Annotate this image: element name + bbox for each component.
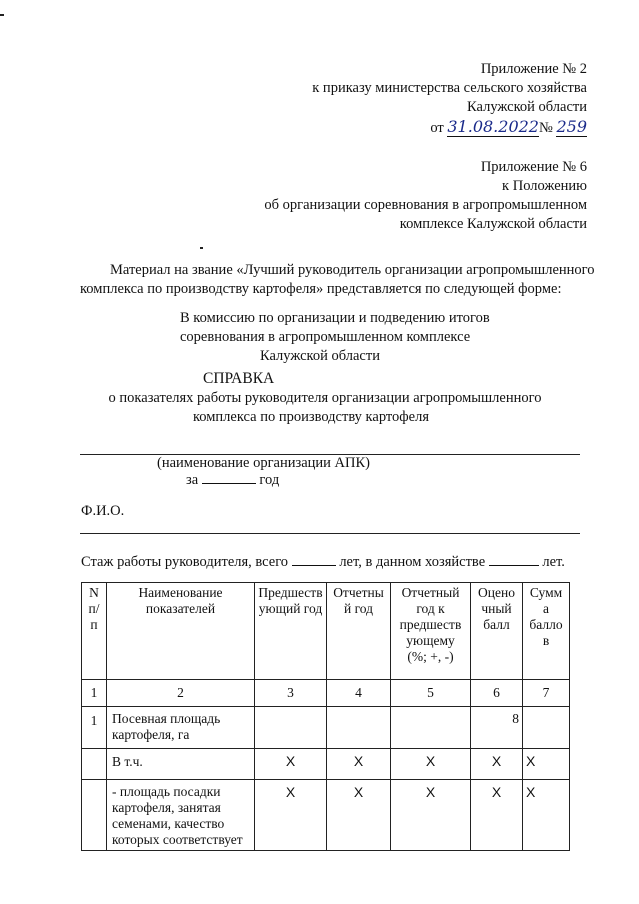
- row-indicator-name: Посевная площадь картофеля, га: [107, 707, 255, 749]
- scan-artifact-mark: [0, 14, 4, 16]
- intro-paragraph: [80, 261, 595, 299]
- row-cell: Х: [255, 780, 327, 851]
- fio-line: [80, 533, 580, 534]
- title-subheading: [100, 389, 550, 427]
- addressee-line1: В комиссию по организации и подведению итогов: [180, 310, 490, 326]
- header-cell-prev-year: Предшеств ующий год: [255, 583, 327, 680]
- row-cell: [391, 707, 471, 749]
- appendix2-date-line: [312, 117, 587, 138]
- period-prefix: за: [186, 472, 199, 488]
- period-blank: [202, 471, 256, 484]
- row-cell: [523, 707, 570, 749]
- row-cell: Х: [327, 780, 391, 851]
- date-prefix: от: [430, 120, 444, 136]
- appendix2-line1: Приложение № 2: [480, 61, 587, 77]
- period-line: [186, 471, 279, 489]
- row-cell: [255, 707, 327, 749]
- number-sign: №: [538, 120, 553, 136]
- header-cell-num: N п/п: [82, 583, 107, 680]
- header-cell-report-year: Отчетны й год: [327, 583, 391, 680]
- indicators-table: [81, 582, 570, 851]
- row-number: [82, 780, 107, 851]
- row-score-cell: 8: [471, 707, 523, 749]
- org-caption: (наименование организации АПК): [157, 455, 370, 471]
- intro-line1: Материал на звание «Лучший руководитель организации агропромышленного: [110, 262, 595, 278]
- appendix2-line2: к приказу министерства сельского хозяйства: [312, 80, 587, 96]
- addressee-line3: Калужской области: [260, 348, 380, 364]
- row-number: [82, 749, 107, 780]
- header-cell-name: Наименование показателей: [107, 583, 255, 680]
- fio-label: Ф.И.О.: [81, 503, 125, 519]
- experience-part3: лет.: [542, 554, 565, 570]
- row-number: 1: [82, 707, 107, 749]
- experience-line: [81, 553, 565, 571]
- experience-total-blank: [292, 553, 336, 566]
- column-number: 7: [523, 680, 570, 707]
- table-row: [82, 780, 570, 851]
- row-indicator-name: В т.ч.: [107, 749, 255, 780]
- appendix6-header: [264, 158, 587, 234]
- column-number: 2: [107, 680, 255, 707]
- title-line1: о показателях работы руководителя организации агропромышленного: [108, 390, 542, 406]
- column-number: 1: [82, 680, 107, 707]
- column-number: 5: [391, 680, 471, 707]
- addressee-block: [180, 309, 490, 366]
- row-cell: Х: [471, 780, 523, 851]
- table-row: [82, 749, 570, 780]
- document-title: СПРАВКА: [203, 370, 275, 387]
- handwritten-date: 31.08.2022: [447, 117, 539, 136]
- table-row: [82, 707, 570, 749]
- row-cell: Х: [471, 749, 523, 780]
- column-number: 3: [255, 680, 327, 707]
- experience-farm-blank: [489, 553, 539, 566]
- header-cell-ratio: Отчетный год к предшеств ующему (%; +, -): [391, 583, 471, 680]
- addressee-line2: соревнования в агропромышленном комплексе: [180, 329, 471, 345]
- experience-part1: Стаж работы руководителя, всего: [81, 554, 289, 570]
- intro-line2: комплекса по производству картофеля» представляется по следующей форме:: [80, 281, 562, 297]
- period-suffix: год: [259, 472, 280, 488]
- appendix6-line1: Приложение № 6: [480, 159, 587, 175]
- handwritten-number: 259: [556, 117, 587, 136]
- title-line2: комплекса по производству картофеля: [192, 409, 430, 425]
- row-cell: [327, 707, 391, 749]
- row-cell: Х: [523, 780, 570, 851]
- column-number: 4: [327, 680, 391, 707]
- table-header-row: [82, 583, 570, 680]
- header-cell-score: Оцено чный балл: [471, 583, 523, 680]
- row-cell: Х: [391, 780, 471, 851]
- appendix2-header: [312, 60, 587, 138]
- row-indicator-name: - площадь посадки картофеля, занятая семенами, качество которых соответствует: [107, 780, 255, 851]
- row-cell: Х: [523, 749, 570, 780]
- scan-artifact-mark: [200, 247, 203, 249]
- appendix6-line2: к Положению: [502, 178, 587, 194]
- row-cell: Х: [391, 749, 471, 780]
- appendix6-line4: комплексе Калужской области: [399, 216, 587, 232]
- header-cell-sum: Сумм а балло в: [523, 583, 570, 680]
- row-cell: Х: [327, 749, 391, 780]
- table-column-numbers-row: [82, 680, 570, 707]
- column-number: 6: [471, 680, 523, 707]
- appendix6-line3: об организации соревнования в агропромышленном: [264, 197, 587, 213]
- experience-part2: лет, в данном хозяйстве: [339, 554, 486, 570]
- appendix2-line3: Калужской области: [467, 99, 587, 115]
- row-cell: Х: [255, 749, 327, 780]
